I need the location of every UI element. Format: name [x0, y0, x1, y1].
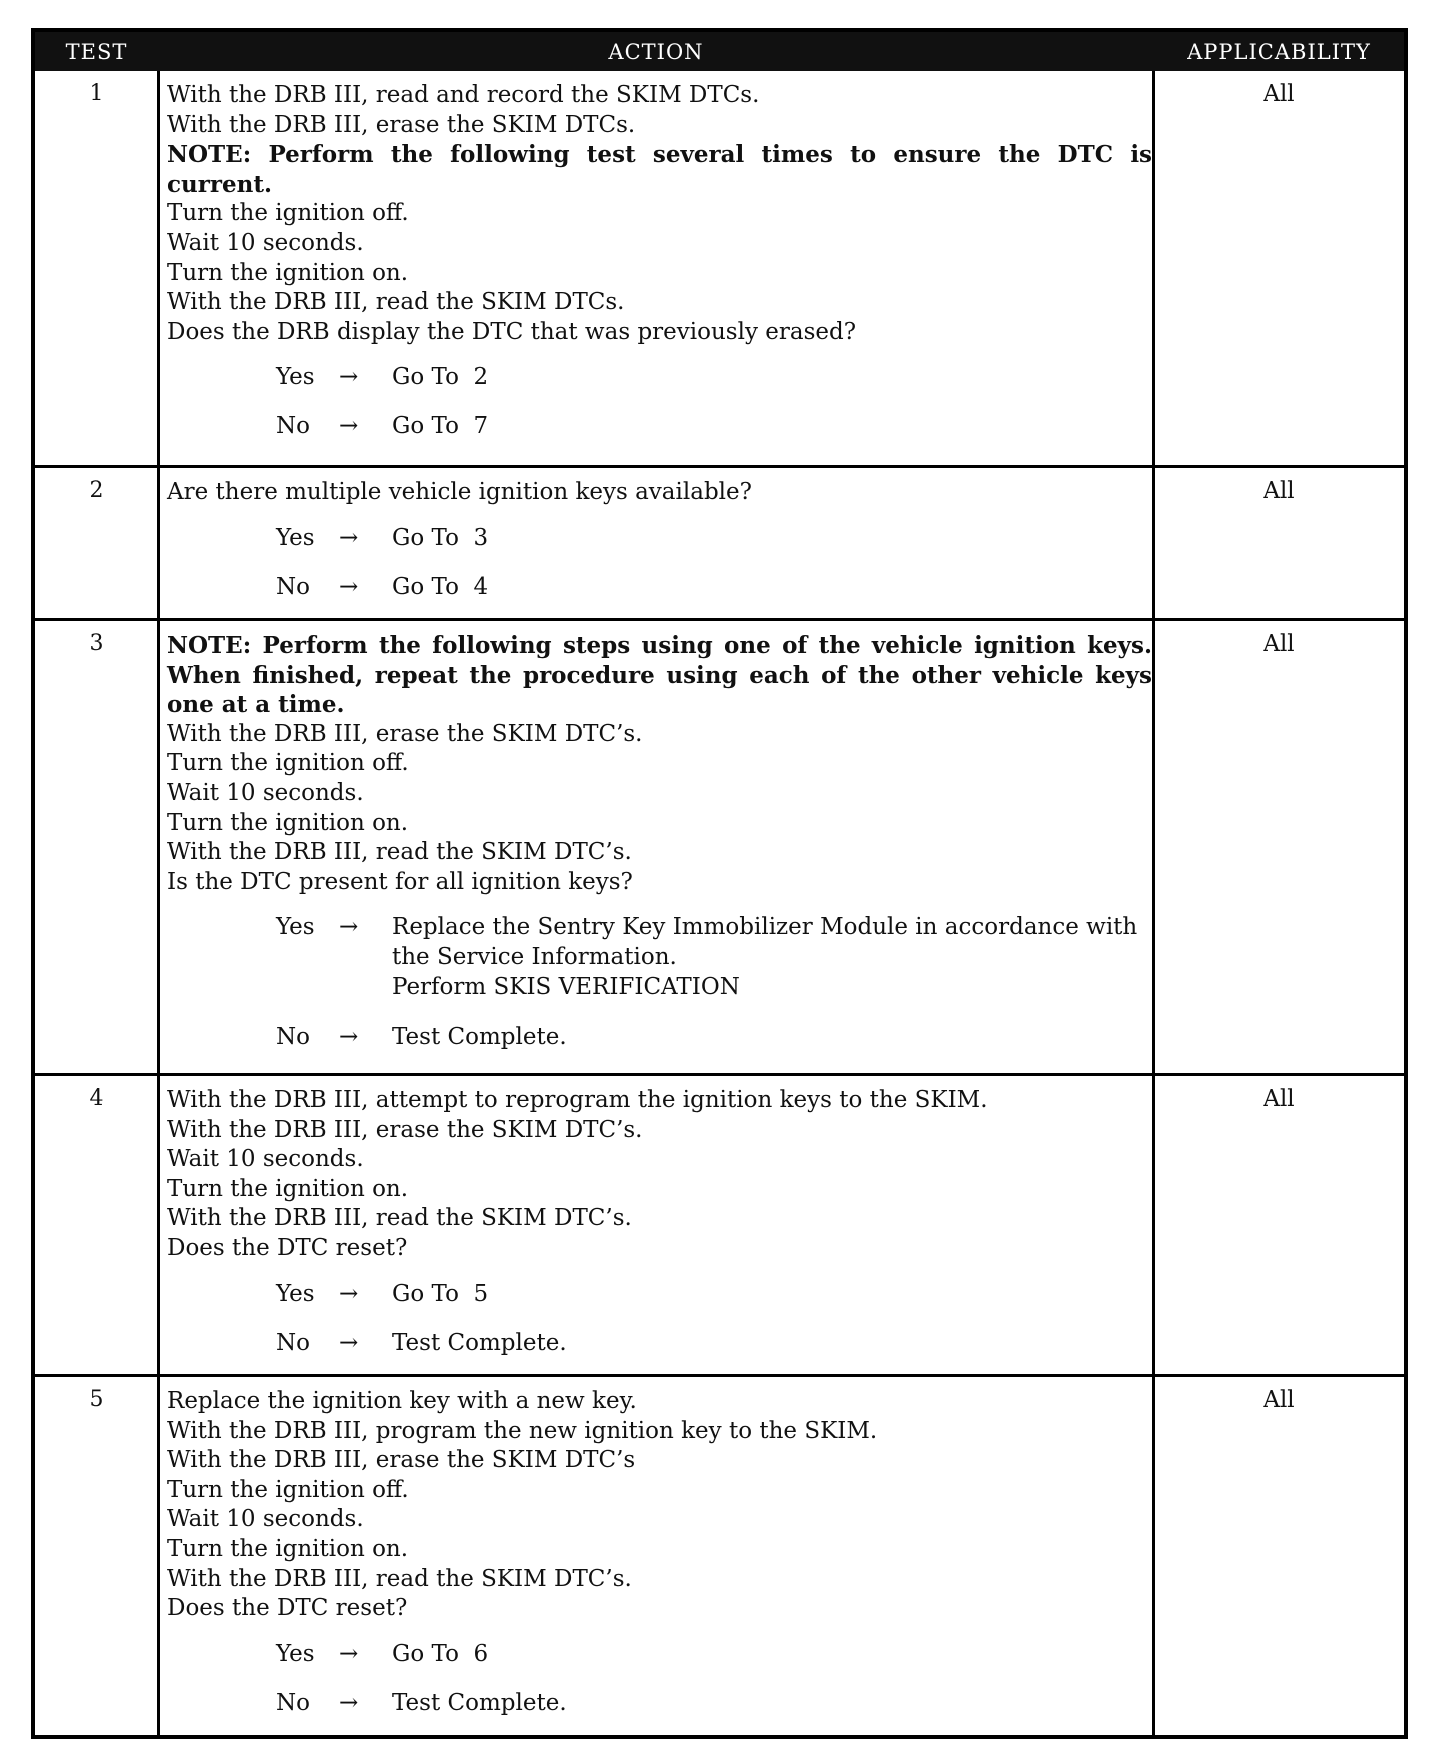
yes-option [167, 363, 1152, 412]
yes-result-line: Replace the Sentry Key Immobilizer Module in accordance with [392, 914, 1138, 941]
test-number: 1 [89, 81, 104, 106]
no-result: Test Complete. [392, 1024, 567, 1051]
arrow-icon: → [339, 364, 359, 391]
step-line: Turn the ignition on. [167, 259, 409, 286]
step-line: Is the DTC present for all ignition keys? [167, 868, 633, 895]
step-line: With the DRB III, read the SKIM DTC’s. [167, 1565, 632, 1592]
applicability-value: All [1263, 478, 1295, 504]
step-line: With the DRB III, read the SKIM DTCs. [167, 289, 625, 316]
test-action [167, 1387, 1152, 1738]
no-option [167, 1329, 1152, 1378]
yes-option [167, 1640, 1152, 1689]
no-label: No [276, 413, 310, 440]
test-row-2 [35, 465, 1404, 618]
yes-label: Yes [276, 524, 315, 551]
no-result: Test Complete. [392, 1329, 567, 1356]
step-line: With the DRB III, erase the SKIM DTC’s. [167, 1116, 643, 1143]
applicability-value: All [1263, 1387, 1295, 1413]
step-line: Turn the ignition off. [167, 750, 409, 777]
test-row-1 [35, 71, 1404, 465]
header-test: TEST [65, 39, 128, 64]
no-label: No [276, 1329, 310, 1356]
step-line: Wait 10 seconds. [167, 779, 364, 806]
step-line: With the DRB III, attempt to reprogram the ignition keys to the SKIM. [167, 1087, 988, 1113]
step-line: With the DRB III, read the SKIM DTC’s. [167, 839, 632, 866]
yes-label: Yes [276, 1640, 315, 1667]
step-line: With the DRB III, read the SKIM DTC’s. [167, 1205, 632, 1232]
test-action [167, 1086, 1152, 1378]
header-applicability: APPLICABILITY [1187, 39, 1371, 64]
no-label: No [276, 1689, 310, 1716]
yes-result: Go To 5 [392, 1280, 489, 1307]
table-header [35, 32, 1404, 71]
step-line: Wait 10 seconds. [167, 229, 364, 256]
arrow-icon: → [339, 1689, 359, 1716]
test-action [167, 81, 1152, 461]
step-line: Turn the ignition off. [167, 200, 409, 227]
step-line: With the DRB III, erase the SKIM DTC’s. [167, 720, 643, 747]
arrow-icon: → [339, 1024, 359, 1051]
no-label: No [276, 1024, 310, 1051]
step-line: Turn the ignition on. [167, 809, 409, 836]
no-result: Test Complete. [392, 1689, 567, 1716]
step-line: Does the DTC reset? [167, 1234, 408, 1261]
yes-result [392, 913, 1147, 1002]
no-label: No [276, 573, 310, 600]
no-option [167, 573, 1152, 622]
step-line: Replace the ignition key with a new key. [167, 1388, 637, 1414]
step-line: With the DRB III, program the new ignition key to the SKIM. [167, 1417, 878, 1444]
arrow-icon: → [339, 524, 359, 551]
test-row-5 [35, 1374, 1404, 1735]
test-number: 3 [89, 631, 104, 656]
no-option [167, 1689, 1152, 1738]
arrow-icon: → [339, 914, 359, 941]
yes-result: Go To 3 [392, 524, 489, 551]
test-row-4 [35, 1073, 1404, 1374]
note-text: NOTE: Perform the following test several times to ensure the DTC is current. [167, 141, 1152, 198]
arrow-icon: → [339, 413, 359, 440]
yes-result: Go To 2 [392, 364, 489, 391]
arrow-icon: → [339, 573, 359, 600]
test-number: 5 [89, 1387, 104, 1412]
note-text: NOTE: Perform the following steps using one of the vehicle ignition keys. When finished, repeat the procedure using each of the other vehicle keys one at a time. [167, 632, 1152, 719]
yes-label: Yes [276, 914, 315, 941]
step-line: With the DRB III, read and record the SKIM DTCs. [167, 82, 760, 108]
arrow-icon: → [339, 1280, 359, 1307]
step-line: Turn the ignition off. [167, 1476, 409, 1503]
step-line: Wait 10 seconds. [167, 1146, 364, 1173]
diagnostic-test-table [31, 28, 1408, 1739]
test-number: 4 [89, 1086, 104, 1111]
test-action [167, 631, 1152, 1072]
test-number: 2 [89, 478, 104, 503]
step-line: With the DRB III, erase the SKIM DTCs. [167, 111, 636, 138]
step-line: Turn the ignition on. [167, 1175, 409, 1202]
header-action: ACTION [608, 39, 704, 64]
test-row-3 [35, 618, 1404, 1073]
yes-label: Yes [276, 364, 315, 391]
step-line: Does the DTC reset? [167, 1595, 408, 1622]
step-line: With the DRB III, erase the SKIM DTC’s [167, 1447, 636, 1474]
step-line: Are there multiple vehicle ignition keys available? [167, 479, 752, 505]
step-line: Does the DRB display the DTC that was previously erased? [167, 318, 857, 345]
arrow-icon: → [339, 1640, 359, 1667]
yes-label: Yes [276, 1280, 315, 1307]
step-line: Wait 10 seconds. [167, 1506, 364, 1533]
yes-option [167, 1280, 1152, 1329]
step-line: Turn the ignition on. [167, 1535, 409, 1562]
test-action [167, 478, 1152, 622]
applicability-value: All [1263, 81, 1295, 107]
no-result: Go To 7 [392, 413, 489, 440]
yes-option [167, 524, 1152, 573]
yes-result: Go To 6 [392, 1640, 489, 1667]
yes-result-line: Perform SKIS VERIFICATION [392, 973, 740, 1000]
applicability-value: All [1263, 1086, 1295, 1112]
applicability-value: All [1263, 631, 1295, 657]
no-result: Go To 4 [392, 573, 489, 600]
yes-result-line: the Service Information. [392, 943, 677, 970]
arrow-icon: → [339, 1329, 359, 1356]
no-option [167, 1023, 1152, 1072]
no-option [167, 412, 1152, 461]
yes-option [167, 913, 1152, 1023]
